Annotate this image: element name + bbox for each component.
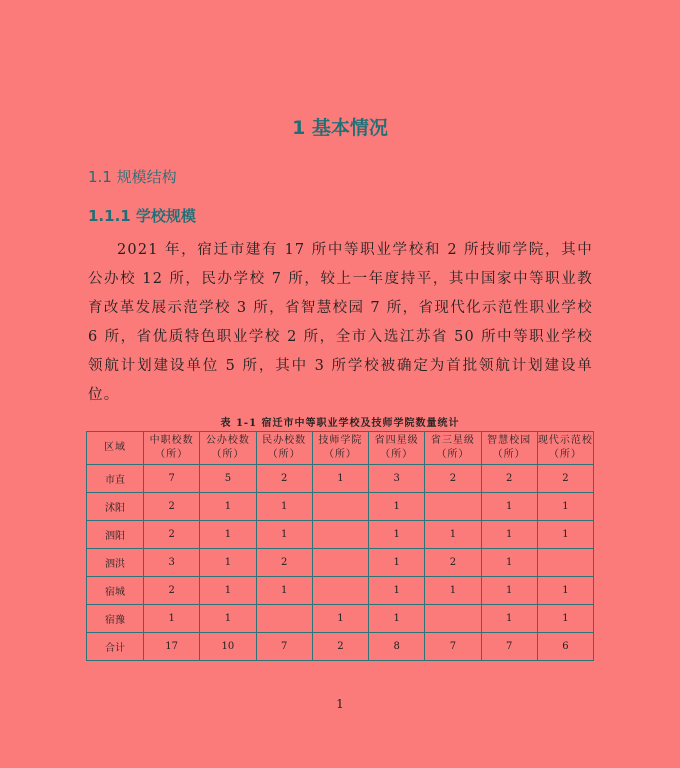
count-cell: 1 (537, 577, 593, 605)
count-cell: 2 (481, 465, 537, 493)
count-cell: 1 (256, 577, 312, 605)
column-header: 民办校数（所） (256, 432, 312, 465)
count-cell: 1 (200, 493, 256, 521)
region-cell: 泗阳 (87, 521, 144, 549)
count-cell: 2 (312, 633, 368, 661)
count-cell: 1 (537, 493, 593, 521)
count-cell: 2 (537, 465, 593, 493)
count-cell: 2 (144, 521, 200, 549)
region-cell: 宿城 (87, 577, 144, 605)
count-cell: 1 (200, 521, 256, 549)
table-row (87, 605, 594, 633)
count-cell: 1 (256, 521, 312, 549)
count-cell (312, 577, 368, 605)
count-cell: 3 (144, 549, 200, 577)
count-cell: 7 (256, 633, 312, 661)
count-cell: 2 (256, 549, 312, 577)
count-cell (256, 605, 312, 633)
count-cell: 1 (537, 521, 593, 549)
count-cell (312, 493, 368, 521)
table-row (87, 521, 594, 549)
school-statistics-table (86, 431, 594, 661)
section-heading: 1 基本情况 (292, 117, 388, 139)
count-cell: 7 (425, 633, 481, 661)
count-cell: 3 (369, 465, 425, 493)
column-header: 技师学院（所） (312, 432, 368, 465)
count-cell: 1 (481, 605, 537, 633)
count-cell: 1 (369, 549, 425, 577)
column-header: 省三星级（所） (425, 432, 481, 465)
count-cell: 2 (144, 493, 200, 521)
count-cell: 2 (144, 577, 200, 605)
region-cell: 宿豫 (87, 605, 144, 633)
count-cell (425, 493, 481, 521)
column-header: 省四星级（所） (369, 432, 425, 465)
column-header: 中职校数（所） (144, 432, 200, 465)
count-cell: 1 (481, 521, 537, 549)
subsubsection-heading: 1.1.1 学校规模 (88, 207, 196, 225)
table-row (87, 633, 594, 661)
count-cell: 17 (144, 633, 200, 661)
count-cell: 2 (425, 465, 481, 493)
count-cell: 7 (481, 633, 537, 661)
region-cell: 沭阳 (87, 493, 144, 521)
count-cell: 1 (312, 605, 368, 633)
count-cell: 1 (312, 465, 368, 493)
table-header-row (87, 432, 594, 465)
count-cell: 1 (256, 493, 312, 521)
table-row (87, 493, 594, 521)
column-header: 公办校数（所） (200, 432, 256, 465)
count-cell: 1 (369, 577, 425, 605)
count-cell: 10 (200, 633, 256, 661)
count-cell: 6 (537, 633, 593, 661)
count-cell: 1 (369, 521, 425, 549)
count-cell: 1 (425, 577, 481, 605)
count-cell: 1 (537, 605, 593, 633)
count-cell: 1 (481, 577, 537, 605)
count-cell: 1 (200, 549, 256, 577)
column-header: 智慧校园（所） (481, 432, 537, 465)
region-cell: 市直 (87, 465, 144, 493)
body-paragraph: 2021 年，宿迁市建有 17 所中等职业学校和 2 所技师学院，其中公办校 12 所，民办学校 7 所，较上一年度持平，其中国家中等职业教育改革发展示范学校 3 所，省智慧校园 7 所，省现代化示范性职业学校 6 所，省优质特色职业学校 2 所，全市入选江苏省 50 所中等职业学校领航计划建设单位 5 所，其中 3 所学校被确定为首批领航计划建设单位。 (88, 242, 593, 403)
count-cell: 1 (369, 493, 425, 521)
column-header: 区域 (87, 432, 144, 465)
count-cell (312, 549, 368, 577)
count-cell: 1 (200, 605, 256, 633)
count-cell: 1 (144, 605, 200, 633)
count-cell (425, 605, 481, 633)
count-cell: 1 (481, 493, 537, 521)
count-cell: 1 (481, 549, 537, 577)
count-cell (537, 549, 593, 577)
count-cell: 8 (369, 633, 425, 661)
table-row (87, 549, 594, 577)
count-cell: 1 (425, 521, 481, 549)
count-cell: 2 (425, 549, 481, 577)
count-cell: 1 (369, 605, 425, 633)
region-cell: 泗洪 (87, 549, 144, 577)
count-cell: 5 (200, 465, 256, 493)
subsection-heading: 1.1 规模结构 (88, 168, 177, 186)
table-row (87, 577, 594, 605)
table-caption: 表 1-1 宿迁市中等职业学校及技师学院数量统计 (220, 418, 460, 429)
count-cell (312, 521, 368, 549)
column-header: 现代示范校（所） (537, 432, 593, 465)
count-cell: 2 (256, 465, 312, 493)
count-cell: 1 (200, 577, 256, 605)
region-cell: 合计 (87, 633, 144, 661)
table-row (87, 465, 594, 493)
count-cell: 7 (144, 465, 200, 493)
page-number: 1 (336, 697, 344, 711)
